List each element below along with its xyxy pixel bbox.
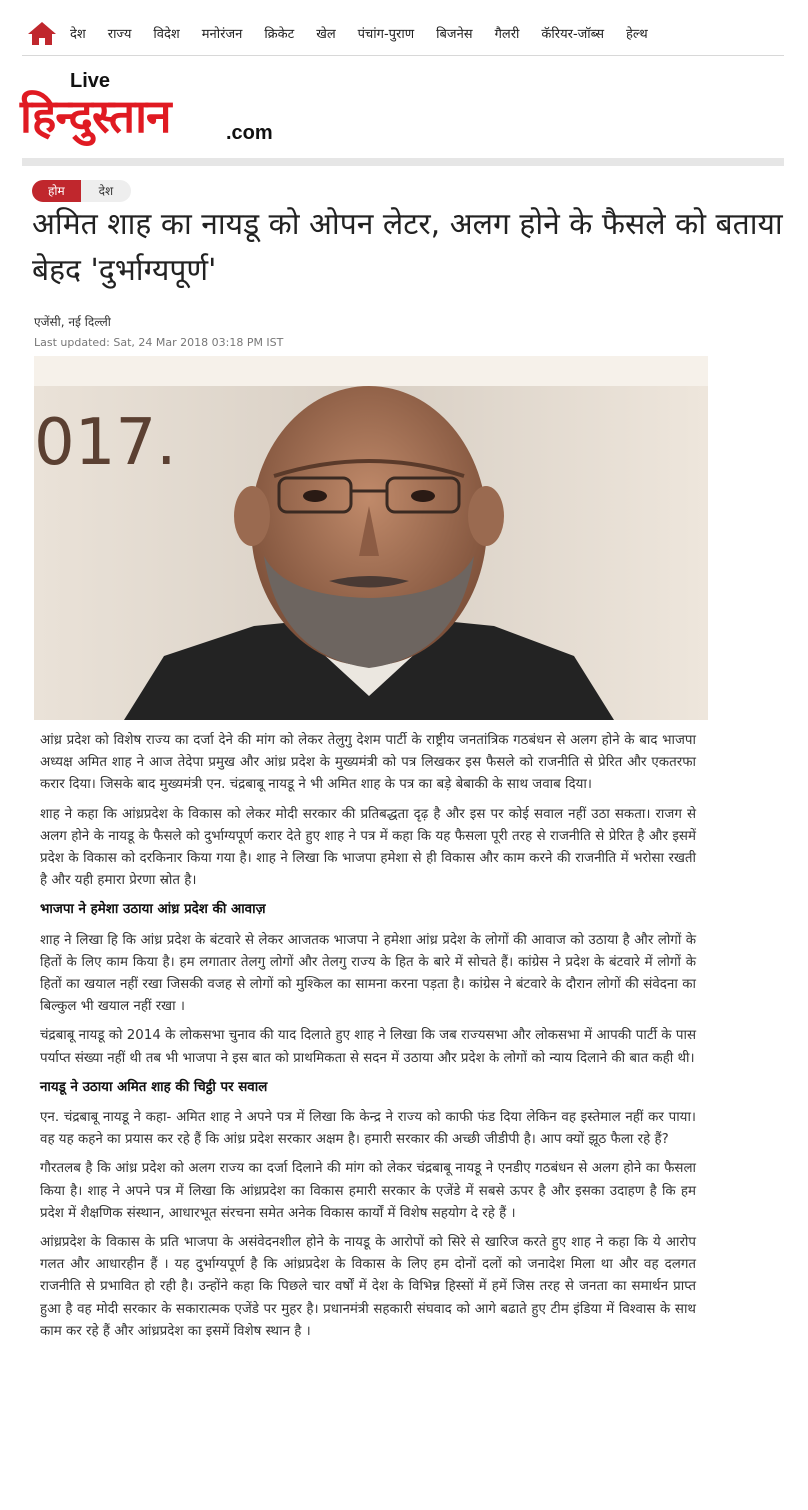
article-photo <box>34 356 708 720</box>
article-paragraph: गौरतलब है कि आंध्र प्रदेश को अलग राज्य का दर्जा दिलाने की मांग को लेकर चंद्रबाबू नायडू ने एनडीए गठबंधन से अलग होने का फैसला किया है। शाह ने अपने पत्र में लिखा कि आंध्रप्रदेश का विकास हमारी सरकार के एजेंडे में सबसे ऊपर है और इसका उदाहण है कि हम प्रदेश में शैक्षणिक संस्थान, आधारभूत संरचना समेत अनेक विकास कार्यों में विशेष सहयोग दे रहे हैं । <box>40 1161 696 1221</box>
site-logo[interactable] <box>20 70 300 152</box>
nav-item-videsh[interactable]: विदेश <box>153 26 180 42</box>
breadcrumb <box>32 180 131 202</box>
header-divider <box>22 158 784 166</box>
logo-name-text: हिन्दुस्तान <box>20 89 171 143</box>
article-title: अमित शाह का नायडू को ओपन लेटर, अलग होने के फैसले को बताया बेहद 'दुर्भाग्यपूर्ण' <box>32 207 783 288</box>
nav-item-panchang[interactable]: पंचांग-पुराण <box>357 26 415 42</box>
article-updated: Last updated: Sat, 24 Mar 2018 03:18 PM IST <box>34 336 284 349</box>
nav-item-business[interactable]: बिजनेस <box>436 26 473 42</box>
article-body <box>40 730 696 1350</box>
home-icon <box>27 20 57 46</box>
article-paragraph: आंध्रप्रदेश के विकास के प्रति भाजपा के असंवेदनशील होने के नायडू के आरोपों को सिरे से खारिज करते हुए शाह ने कहा कि ये आरोप गलत और आधारहीन हैं । यह दुर्भाग्यपूर्ण है कि आंध्रप्रदेश के विकास के लिए हम दोनों दलों को जनादेश मिला था और वह दलगत राजनीति से प्रभावित हो रही है। उन्होंने कहा कि पिछले चार वर्षों में देश के विभिन्न हिस्सों में हमें जिस तरह से जनता का समार्थन प्राप्त हुआ है वह मोदी सरकार के सकारात्मक एजेंडे पर मुहर है। प्रधानमंत्री सहकारी संघवाद को आगे बढाते हुए टीम इंडिया में विश्वास के साथ काम कर रहे हैं और आंध्रप्रदेश का इसमें विशेष स्थान है । <box>40 1235 696 1339</box>
breadcrumb-home[interactable]: होम <box>32 180 81 202</box>
nav-item-cricket[interactable]: क्रिकेट <box>264 26 295 42</box>
article-paragraph: एन. चंद्रबाबू नायडू ने कहा- अमित शाह ने अपने पत्र में लिखा कि केन्द्र ने राज्य को काफी फंड दिया लेकिन वह इस्तेमाल नहीं कर पाया। वह यह कहने का प्रयास कर रहे हैं कि आंध्र प्रदेश सरकार अक्षम है। हमारी सरकार की अच्छी जीडीपी है। आप क्यों झूठ फैला रहे हैं? <box>40 1110 696 1148</box>
nav-item-desh[interactable]: देश <box>70 26 86 42</box>
article-paragraph: शाह ने कहा कि आंध्रप्रदेश के विकास को लेकर मोदी सरकार की प्रतिबद्धता दृढ़ है और इस पर कोई सवाल नहीं उठा सकता। राजग से अलग होने के नायडू के फैसले को दुर्भाग्यपूर्ण करार देते हुए शाह ने पत्र में कहा कि यह फैसला पूरी तरह से राजनीति से प्रेरित है और इसमें प्रदेश के विकास को दरकिनार किया गया है। शाह ने लिखा कि भाजपा हमेशा से ही विकास और काम करने की राजनीति में भरोसा रखती है और यही हमारा प्रेरणा स्रोत है। <box>40 806 696 889</box>
article-byline: एजेंसी, नई दिल्ली <box>34 315 111 329</box>
nav-item-gallery[interactable]: गैलरी <box>494 26 520 42</box>
article-subheading: नायडू ने उठाया अमित शाह की चिट्ठी पर सवाल <box>40 1079 268 1095</box>
logo-live-text: Live <box>70 70 111 92</box>
nav-item-health[interactable]: हेल्थ <box>625 26 648 42</box>
breadcrumb-category[interactable]: देश <box>81 180 132 202</box>
portrait-illustration <box>34 356 708 720</box>
nav-item-rajya[interactable]: राज्य <box>107 26 132 42</box>
article-paragraph: आंध्र प्रदेश को विशेष राज्य का दर्जा देने की मांग को लेकर तेलुगु देशम पार्टी के राष्ट्रीय जनतांत्रिक गठबंधन से अलग होने के बाद भाजपा अध्यक्ष अमित शाह ने आज तेदेपा प्रमुख और आंध्र प्रदेश के मुख्यमंत्री को पत्र लिखकर इस फैसले को राजनीति से प्रेरित और एकतरफा करार दिया। जिसके बाद मुख्यमंत्री एन. चंद्रबाबू नायडू ने भी अमित शाह के पत्र का बड़े बेबाकी के साथ जवाब दिया। <box>40 733 696 793</box>
logo-dotcom-text: .com <box>226 122 273 144</box>
top-nav <box>22 10 784 56</box>
article-paragraph: चंद्रबाबू नायडू को 2014 के लोकसभा चुनाव की याद दिलाते हुए शाह ने लिखा कि जब राज्यसभा और लोकसभा में आपकी पार्टी के पास पर्याप्त संख्या नहीं थी तब भी भाजपा ने इस बात को प्राथमिकता से सदन में उठाया और प्रदेश के लोगों को न्याय दिलाने की बात कही थी। <box>40 1028 696 1066</box>
nav-menu <box>70 24 670 42</box>
article-paragraph: शाह ने लिखा हि कि आंध्र प्रदेश के बंटवारे से लेकर आजतक भाजपा ने हमेशा आंध्र प्रदेश के लोगों की आवाज को उठाया है और लोगों के हितों के लिए काम किया है। हम लगातार तेलगु लोगों और तेलगु राज्य के हित के बारे में सोचते हैं। कांग्रेस ने प्रदेश के बंटवारे में लोगों के हितों का खयाल नहीं रखा जिसकी वजह से लोगों को मुश्किल का सामना करना पड़ता है। कांग्रेस ने बंटवारे के दौरान लोगों की संवेदना का बिल्कुल भी खयाल नहीं रखा । <box>40 932 696 1015</box>
backdrop-text: 017. <box>34 406 177 480</box>
nav-item-career[interactable]: कॅरियर-जॉब्स <box>541 26 604 42</box>
nav-item-khel[interactable]: खेल <box>316 26 336 42</box>
home-button[interactable] <box>22 10 62 56</box>
article-subheading: भाजपा ने हमेशा उठाया आंध्र प्रदेश की आवाज़ <box>40 902 266 918</box>
nav-item-manoranjan[interactable]: मनोरंजन <box>201 26 243 42</box>
